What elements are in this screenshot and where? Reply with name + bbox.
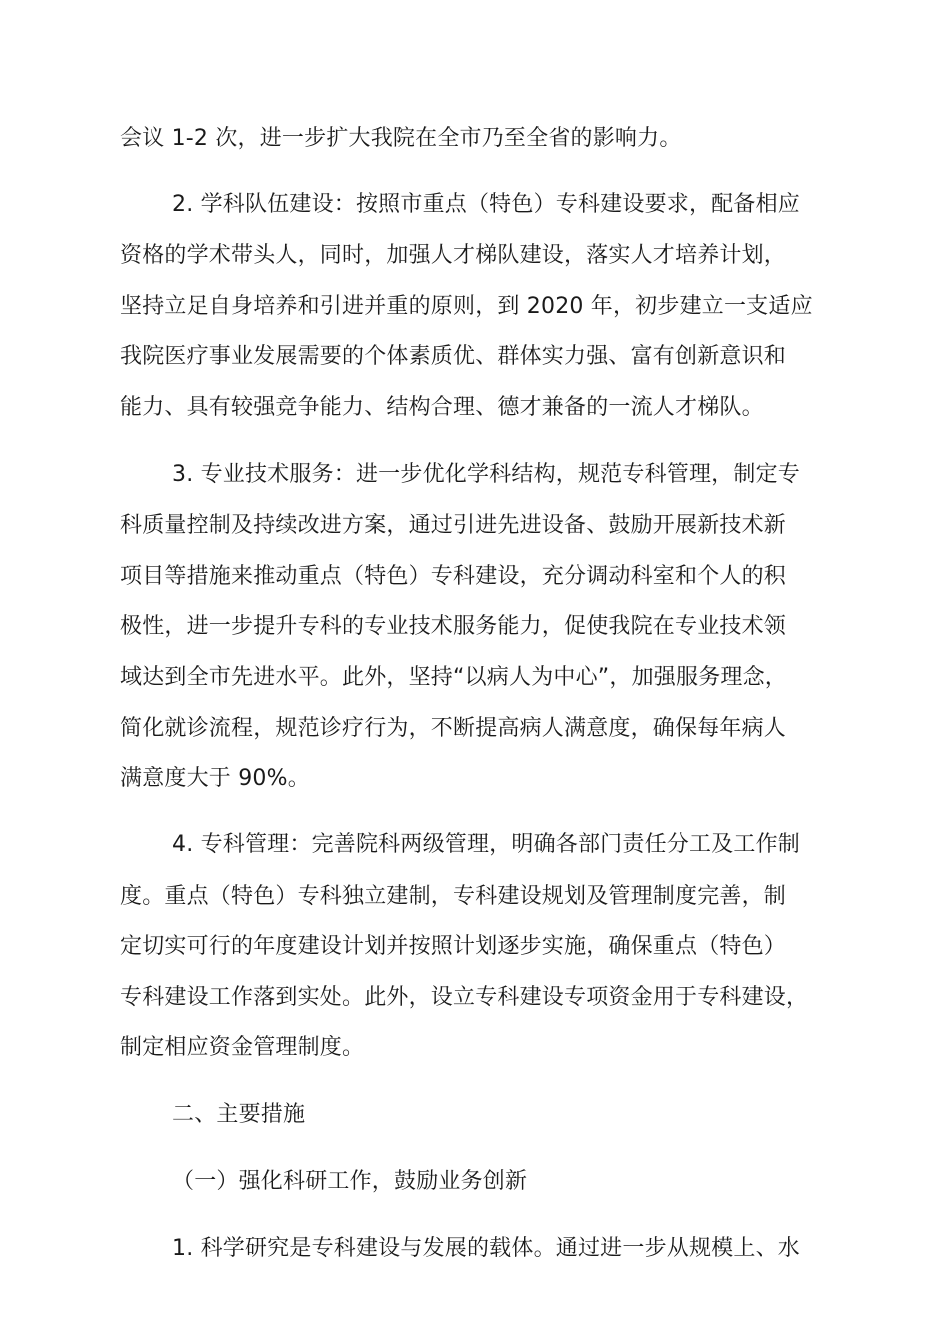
paragraph-heading-line: 1. 科学研究是专科建设与发展的载体。通过进一步从规模上、水: [172, 1236, 800, 1261]
text-line: 专科建设工作落到实处。此外，设立专科建设专项资金用于专科建设，: [120, 985, 809, 1010]
text-line: 会议 1-2 次，进一步扩大我院在全市乃至全省的影响力。: [120, 126, 682, 151]
text-line: 坚持立足自身培养和引进并重的原则，到 2020 年，初步建立一支适应: [120, 294, 813, 319]
text-line: 定切实可行的年度建设计划并按照计划逐步实施，确保重点（特色）: [120, 934, 787, 959]
text-line: 极性，进一步提升专科的专业技术服务能力，促使我院在专业技术领: [120, 614, 787, 639]
text-line: 域达到全市先进水平。此外，坚持“以病人为中心”，加强服务理念，: [120, 665, 787, 690]
text-line: 资格的学术带头人，同时，加强人才梯队建设，落实人才培养计划，: [120, 243, 787, 268]
text-line: 我院医疗事业发展需要的个体素质优、群体实力强、富有创新意识和: [120, 344, 787, 369]
text-line: 项目等措施来推动重点（特色）专科建设，充分调动科室和个人的积: [120, 564, 787, 589]
text-line: 度。重点（特色）专科独立建制，专科建设规划及管理制度完善，制: [120, 884, 787, 909]
paragraph-heading-line: 2. 学科队伍建设：按照市重点（特色）专科建设要求，配备相应: [172, 192, 800, 217]
paragraph-heading-line: 3. 专业技术服务：进一步优化学科结构，规范专科管理，制定专: [172, 462, 800, 487]
text-line: 能力、具有较强竞争能力、结构合理、德才兼备的一流人才梯队。: [120, 395, 764, 420]
subsection-heading: （一）强化科研工作，鼓励业务创新: [172, 1169, 528, 1194]
paragraph-heading-line: 4. 专科管理：完善院科两级管理，明确各部门责任分工及工作制: [172, 832, 800, 857]
text-line: 满意度大于 90%。: [120, 766, 310, 791]
text-line: 制定相应资金管理制度。: [120, 1035, 365, 1060]
text-line: 科质量控制及持续改进方案，通过引进先进设备、鼓励开展新技术新: [120, 513, 787, 538]
section-heading: 二、主要措施: [172, 1102, 306, 1127]
text-line: 简化就诊流程，规范诊疗行为，不断提高病人满意度，确保每年病人: [120, 716, 787, 741]
